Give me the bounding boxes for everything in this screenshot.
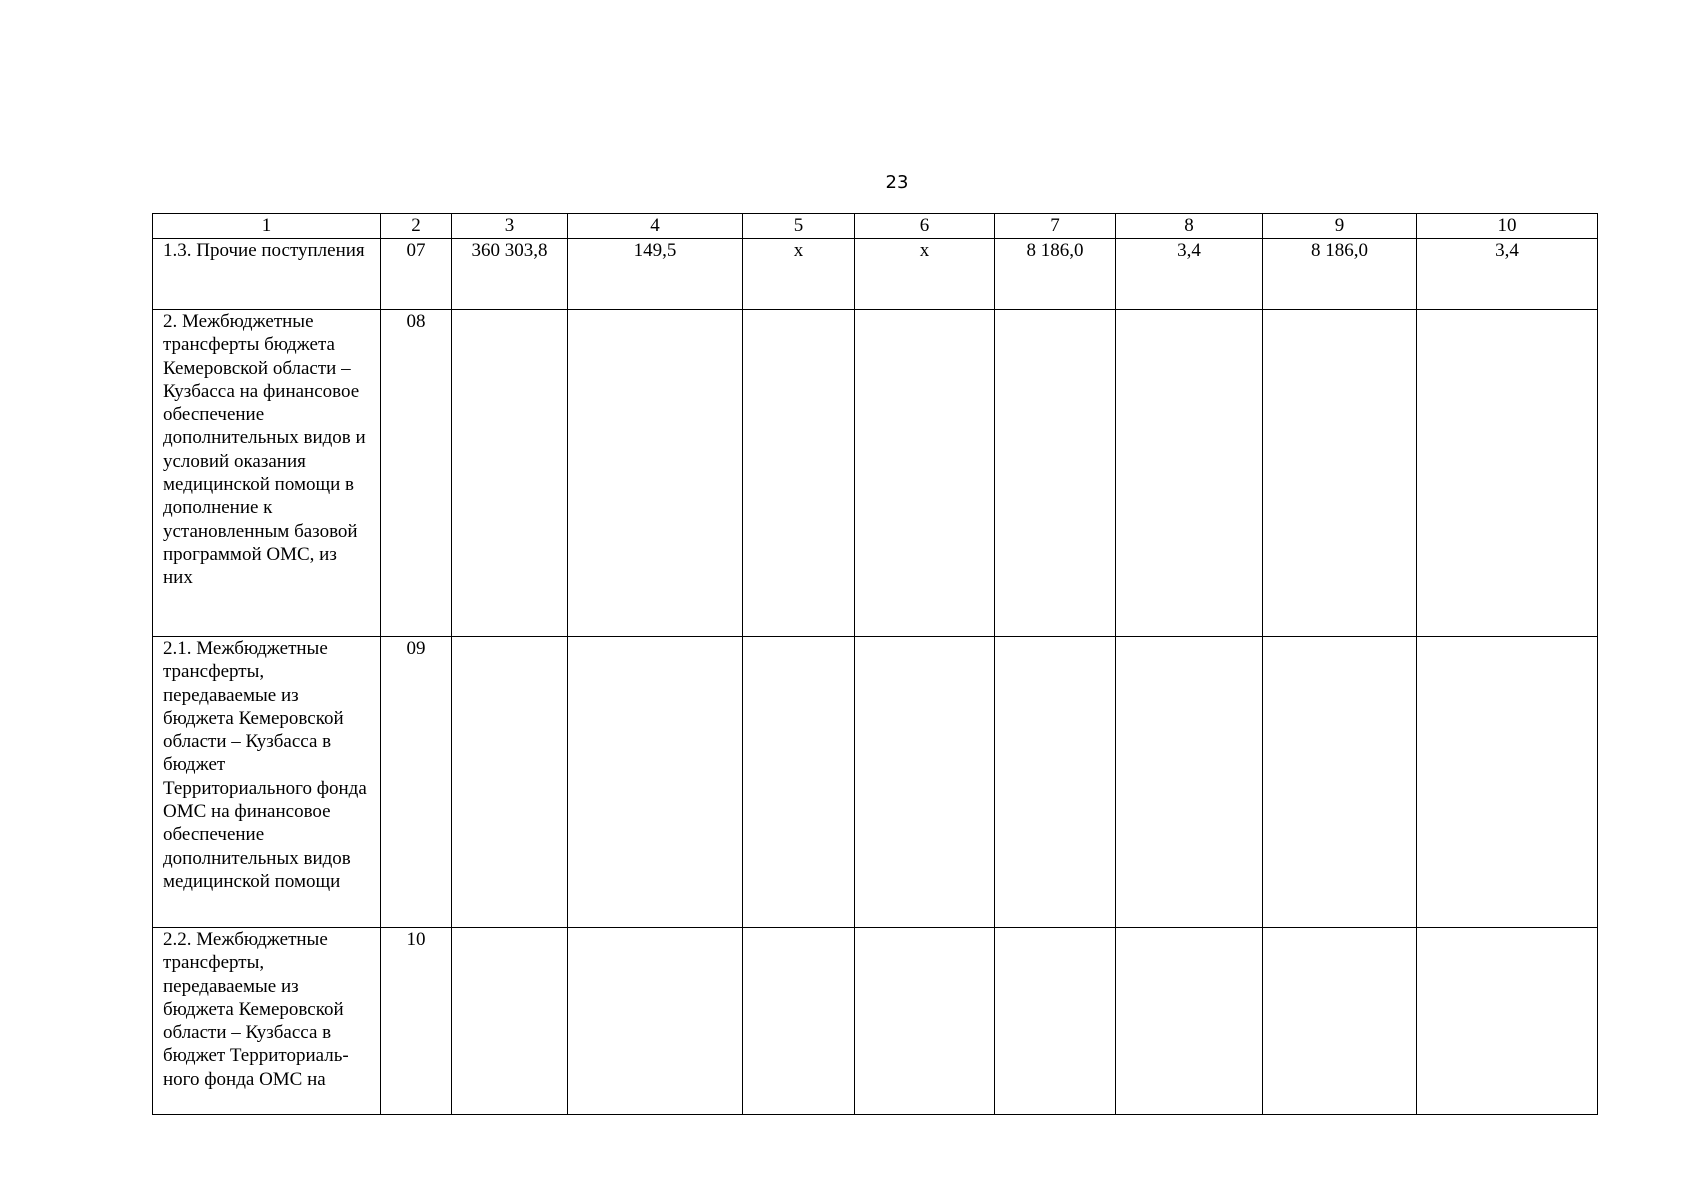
value-cell: 3,4 (1417, 239, 1598, 310)
value-cell (1116, 928, 1263, 1115)
value-cell (995, 928, 1116, 1115)
value-cell (568, 928, 743, 1115)
row-code: 10 (381, 928, 452, 1115)
value-cell (1116, 310, 1263, 637)
column-header: 4 (568, 214, 743, 239)
row-code: 07 (381, 239, 452, 310)
value-cell (1263, 310, 1417, 637)
value-cell (568, 637, 743, 928)
page-number: 23 (885, 172, 909, 193)
row-code: 09 (381, 637, 452, 928)
budget-table (152, 213, 1598, 1115)
value-cell (855, 928, 995, 1115)
value-cell: 3,4 (1116, 239, 1263, 310)
row-label: 2.2. Межбюджетные трансферты, передаваемые из бюджета Кемеровской области – Кузбасса в бюджет Территориаль-ного фонда ОМС на (153, 928, 381, 1115)
value-cell (1417, 310, 1598, 637)
value-cell: 149,5 (568, 239, 743, 310)
value-cell (568, 310, 743, 637)
row-label: 2. Межбюджетные трансферты бюджета Кемеровской области – Кузбасса на финансовое обеспечение дополнительных видов и условий оказания медицинской помощи в дополнение к установленным базовой программой ОМС, из них (153, 310, 381, 637)
value-cell (1116, 637, 1263, 928)
column-number-row (153, 214, 1598, 239)
value-cell (1263, 928, 1417, 1115)
row-label: 1.3. Прочие поступления (153, 239, 381, 310)
column-header: 5 (743, 214, 855, 239)
table-row (153, 928, 1598, 1115)
column-header: 3 (452, 214, 568, 239)
column-header: 2 (381, 214, 452, 239)
value-cell (1417, 928, 1598, 1115)
value-cell (452, 310, 568, 637)
value-cell: 8 186,0 (1263, 239, 1417, 310)
value-cell: 360 303,8 (452, 239, 568, 310)
column-header: 8 (1116, 214, 1263, 239)
value-cell: х (855, 239, 995, 310)
value-cell (452, 928, 568, 1115)
column-header: 7 (995, 214, 1116, 239)
value-cell: 8 186,0 (995, 239, 1116, 310)
table-row (153, 239, 1598, 310)
value-cell (995, 310, 1116, 637)
column-header: 10 (1417, 214, 1598, 239)
value-cell (743, 310, 855, 637)
value-cell (1263, 637, 1417, 928)
row-label: 2.1. Межбюджетные трансферты, передаваемые из бюджета Кемеровской области – Кузбасса в бюджет Территориального фонда ОМС на финансовое обеспечение дополнительных видов медицинской помощи (153, 637, 381, 928)
value-cell (452, 637, 568, 928)
value-cell (855, 637, 995, 928)
table-row (153, 637, 1598, 928)
table-row (153, 310, 1598, 637)
value-cell (855, 310, 995, 637)
value-cell (995, 637, 1116, 928)
column-header: 9 (1263, 214, 1417, 239)
value-cell: х (743, 239, 855, 310)
value-cell (743, 928, 855, 1115)
value-cell (1417, 637, 1598, 928)
column-header: 6 (855, 214, 995, 239)
value-cell (743, 637, 855, 928)
column-header: 1 (153, 214, 381, 239)
row-code: 08 (381, 310, 452, 637)
